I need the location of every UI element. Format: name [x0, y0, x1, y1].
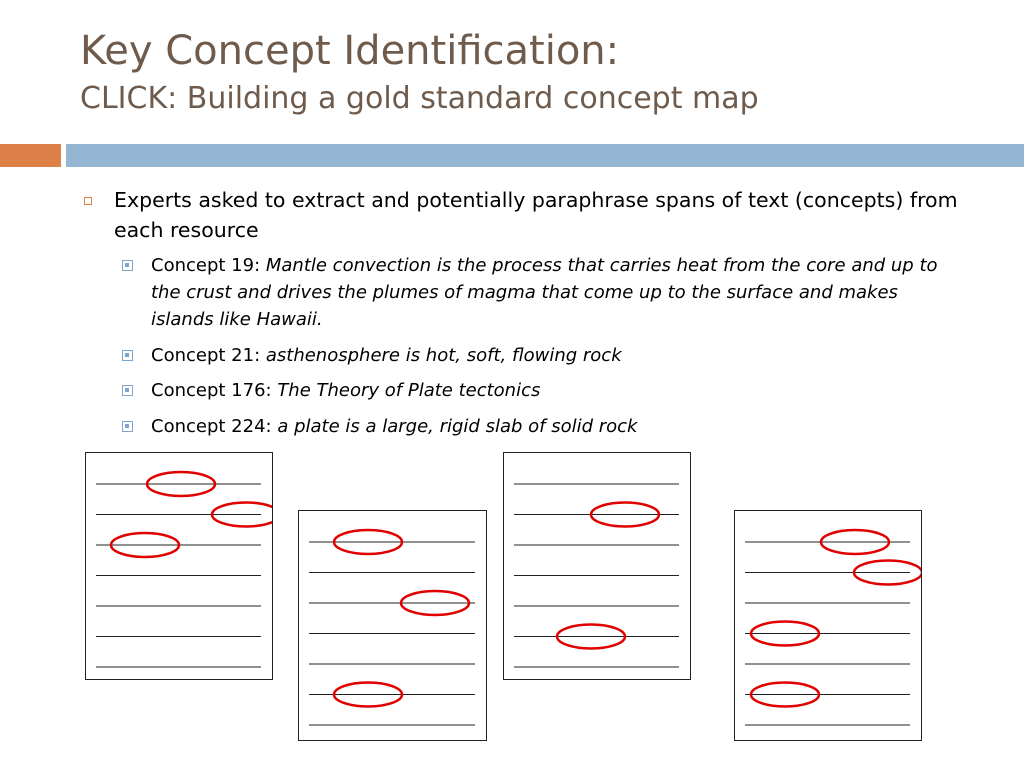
concept-label: Concept 19:	[151, 255, 266, 276]
concept-label: Concept 224:	[151, 416, 278, 437]
concept-quote: a plate is a large, rigid slab of solid rock	[277, 416, 638, 437]
document-lines	[299, 511, 486, 740]
concept-quote: The Theory of Plate tectonics	[277, 380, 541, 401]
concept-text	[151, 252, 961, 333]
title-main: Key Concept Identification:	[80, 28, 620, 74]
document-lines	[504, 453, 690, 679]
filled-square-bullet-icon	[122, 385, 133, 396]
square-bullet-icon	[84, 197, 92, 205]
concept-text	[151, 413, 961, 440]
document-2	[298, 510, 487, 741]
document-1	[85, 452, 273, 680]
accent-bar-blue	[66, 144, 1024, 167]
concept-label: Concept 176:	[151, 380, 278, 401]
document-lines	[86, 453, 272, 679]
filled-square-bullet-icon	[122, 421, 133, 432]
title-subtitle: CLICK: Building a gold standard concept map	[80, 81, 759, 116]
concept-text	[151, 377, 961, 404]
concept-quote: asthenosphere is hot, soft, flowing rock	[265, 345, 622, 366]
bullet-main-text: Experts asked to extract and potentially paraphrase spans of text (concepts) from each resource	[114, 188, 958, 242]
concept-quote: Mantle convection is the process that carries heat from the core and up to the crust and drives the plumes of magma that come up to the surface and makes islands like Hawaii.	[151, 255, 938, 330]
sub-bullet-concept-224	[122, 413, 962, 443]
filled-square-bullet-icon	[122, 350, 133, 361]
accent-bar-orange	[0, 144, 61, 167]
concept-text	[151, 342, 961, 369]
sub-bullet-concept-176	[122, 377, 962, 407]
filled-square-bullet-icon	[122, 260, 133, 271]
document-3	[503, 452, 691, 680]
document-4	[734, 510, 922, 741]
sub-bullet-concept-19	[122, 252, 962, 336]
concept-label: Concept 21:	[151, 345, 266, 366]
slide-title	[80, 26, 1010, 119]
sub-bullet-concept-21	[122, 342, 962, 372]
document-lines	[735, 511, 921, 740]
